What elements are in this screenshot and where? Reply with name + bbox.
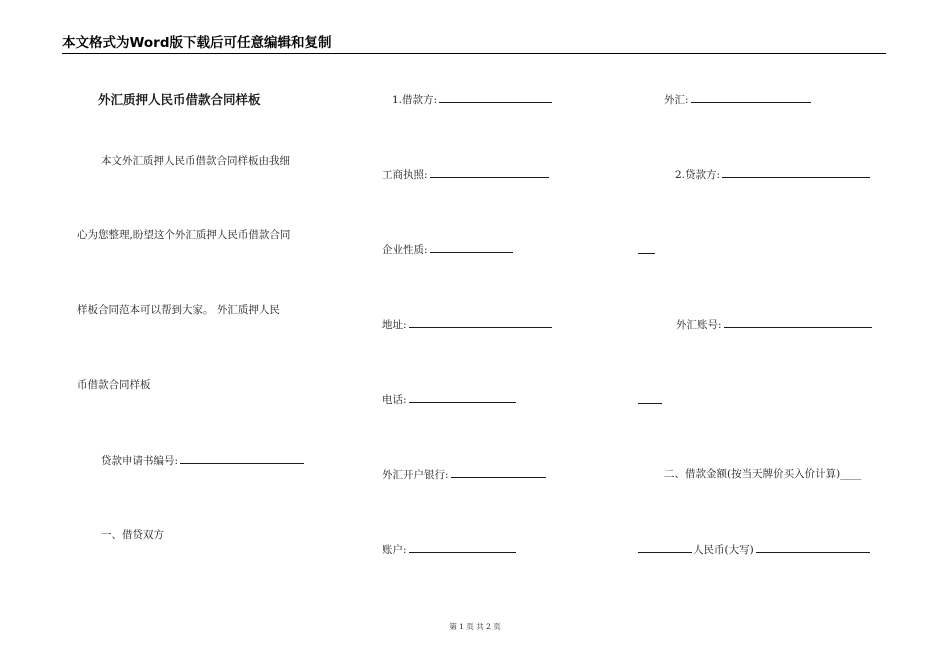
account-field — [382, 542, 516, 557]
lender-blank — [722, 167, 870, 178]
application-number-label: 贷款申请书编号: — [101, 455, 179, 467]
intro-line-2: 心为您整理,盼望这个外汇质押人民币借款合同 — [77, 229, 291, 241]
fx-account-blank — [724, 317, 872, 328]
address-blank — [409, 317, 552, 328]
enterprise-nature-label: 企业性质: — [382, 244, 428, 256]
fx-blank — [691, 92, 811, 103]
address-field — [382, 317, 552, 332]
fx-label: 外汇: — [664, 94, 689, 106]
business-license-field — [382, 167, 549, 182]
intro-line-3: 样板合同范本可以帮到大家。 外汇质押人民 — [77, 304, 280, 316]
enterprise-nature-blank — [430, 242, 513, 253]
application-number-blank — [180, 453, 304, 464]
header-divider — [62, 53, 886, 54]
borrower-label: 1.借款方: — [392, 94, 438, 106]
phone-field — [382, 392, 516, 407]
lender-field — [675, 167, 870, 182]
page-footer: 第 1 页 共 2 页 — [449, 622, 501, 631]
rmb-amount-blank — [756, 542, 870, 553]
rmb-amount-field — [638, 542, 870, 557]
enterprise-nature-field — [382, 242, 513, 257]
intro-line-4: 币借款合同样板 — [77, 379, 151, 391]
business-license-label: 工商执照: — [382, 169, 428, 181]
account-blank — [409, 542, 516, 553]
page-header-title: 本文格式为Word版下载后可任意编辑和复制 — [62, 35, 332, 51]
lender-label: 2.贷款方: — [675, 169, 721, 181]
rmb-prefix-blank — [638, 542, 692, 553]
phone-label: 电话: — [382, 394, 407, 406]
fx-field — [664, 92, 811, 107]
rmb-label: 人民币(大写) — [693, 544, 754, 556]
account-label: 账户: — [382, 544, 407, 556]
borrower-field — [392, 92, 552, 107]
address-label: 地址: — [382, 319, 407, 331]
enterprise-nature-continuation-blank — [638, 253, 655, 254]
fx-account-label: 外汇账号: — [676, 319, 722, 331]
section-heading-parties: 一、借贷双方 — [101, 529, 164, 541]
intro-line-1: 本文外汇质押人民币借款合同样板由我细 — [101, 155, 290, 167]
application-number-field — [101, 453, 304, 468]
borrower-blank — [439, 92, 552, 103]
fx-bank-blank — [451, 467, 546, 478]
fx-account-field — [676, 317, 872, 332]
business-license-blank — [430, 167, 549, 178]
phone-continuation-blank — [638, 403, 662, 404]
fx-bank-field — [382, 467, 546, 482]
phone-blank — [409, 392, 516, 403]
document-title: 外汇质押人民币借款合同样板 — [98, 92, 261, 107]
section-heading-loan-amount: 二、借款金额(按当天牌价买入价计算)____ — [664, 468, 862, 480]
fx-bank-label: 外汇开户银行: — [382, 469, 449, 481]
